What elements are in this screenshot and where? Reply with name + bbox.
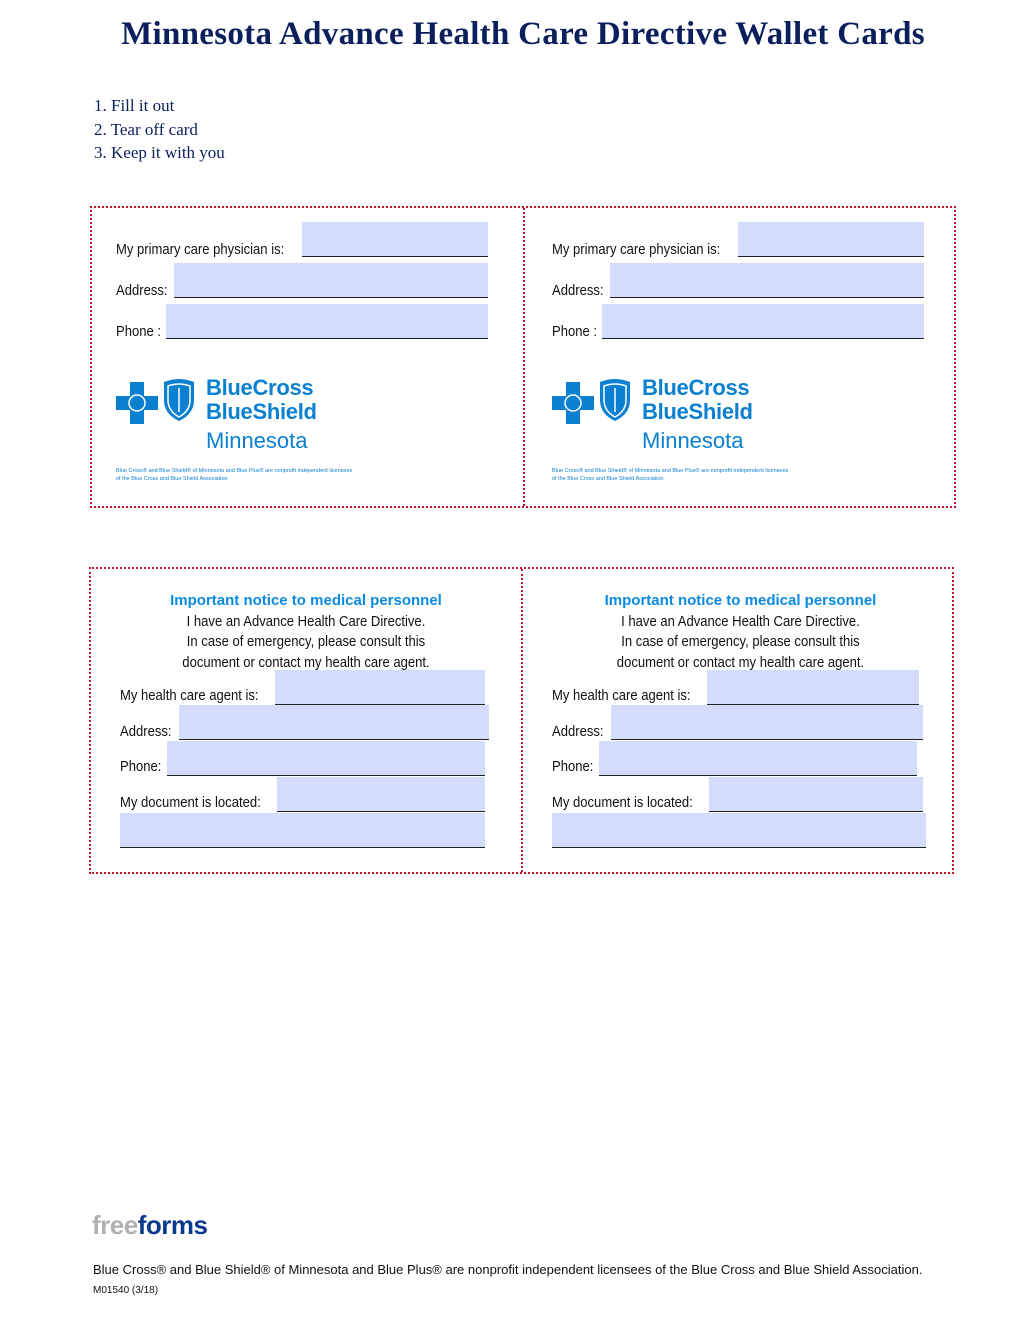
brand-line-2: BlueShield: [206, 399, 317, 424]
brand-line-2: BlueShield: [642, 399, 753, 424]
step-2: 2. Tear off card: [94, 119, 198, 139]
physician-label: My primary care physician is:: [552, 242, 721, 258]
notice: [525, 591, 956, 673]
notice-heading: Important notice to medical personnel: [604, 592, 877, 609]
brand-state: Minnesota: [642, 428, 744, 453]
agent-field[interactable]: [707, 670, 919, 705]
phone-field[interactable]: [602, 304, 924, 339]
notice-line: I have an Advance Health Care Directive.: [621, 613, 860, 630]
freeforms-logo-part2: forms: [137, 1210, 208, 1240]
physician-field[interactable]: [302, 222, 488, 257]
address-label: Address:: [552, 724, 604, 740]
instructions: [94, 94, 225, 165]
phone-label: Phone:: [552, 759, 594, 775]
blue-shield-icon: [598, 378, 632, 422]
location-label: My document is located:: [552, 795, 693, 811]
brand-line-1: BlueCross: [642, 375, 750, 400]
step-3: 3. Keep it with you: [94, 143, 225, 162]
back-card-right: [525, 569, 956, 872]
freeforms-logo-part1: free: [92, 1210, 138, 1240]
back-cards-sheet: [89, 567, 954, 874]
notice-line: document or contact my health care agent.: [182, 654, 430, 671]
notice-line: document or contact my health care agent.: [616, 654, 865, 671]
agent-label: My health care agent is:: [552, 688, 691, 704]
notice: [91, 591, 521, 673]
physician-label: My primary care physician is:: [116, 242, 285, 258]
step-1: 1. Fill it out: [94, 96, 175, 115]
agent-field[interactable]: [275, 670, 485, 705]
address-label: Address:: [552, 283, 604, 299]
front-card-left: [92, 208, 526, 506]
agent-label: My health care agent is:: [120, 688, 259, 704]
tear-line: [521, 569, 523, 872]
brand-line-1: BlueCross: [206, 375, 314, 400]
notice-line: In case of emergency, please consult this: [186, 634, 426, 650]
phone-label: Phone :: [116, 324, 161, 340]
location-field[interactable]: [277, 777, 485, 812]
address-field[interactable]: [611, 705, 923, 740]
brand-name: [642, 376, 753, 424]
front-cards-sheet: [90, 206, 956, 508]
address-label: Address:: [120, 724, 172, 740]
address-field[interactable]: [179, 705, 489, 740]
location-label: My document is located:: [120, 795, 261, 811]
freeforms-logo: [92, 1210, 207, 1241]
page-title: Minnesota Advance Health Care Directive Wallet Cards: [121, 16, 925, 52]
brand-name: [206, 376, 317, 424]
logo-fine-print: Blue Cross® and Blue Shield® of Minnesota and Blue Plus® are nonprofit independent licensees of the Blue Cross and Blue Shield Association: [552, 468, 789, 482]
logo-fine-print: Blue Cross® and Blue Shield® of Minnesota and Blue Plus® are nonprofit independent licensees of the Blue Cross and Blue Shield Association: [116, 468, 353, 482]
footer-disclaimer: Blue Cross® and Blue Shield® of Minnesota and Blue Plus® are nonprofit independent licensees of the Blue Cross and Blue Shield Association.: [93, 1262, 923, 1277]
address-field[interactable]: [174, 263, 488, 298]
back-card-left: [91, 569, 521, 872]
physician-field[interactable]: [738, 222, 924, 257]
notice-line: I have an Advance Health Care Directive.: [186, 613, 426, 630]
notice-line: In case of emergency, please consult this: [621, 634, 860, 650]
front-card-right: [528, 208, 958, 506]
location-field[interactable]: [709, 777, 923, 812]
form-code: M01540 (3/18): [93, 1285, 159, 1296]
location-field-line2[interactable]: [120, 813, 485, 848]
phone-label: Phone:: [120, 759, 162, 775]
phone-field[interactable]: [166, 304, 488, 339]
brand-state: Minnesota: [206, 428, 308, 453]
phone-label: Phone :: [552, 324, 597, 340]
notice-heading: Important notice to medical personnel: [170, 592, 442, 609]
address-field[interactable]: [610, 263, 924, 298]
address-label: Address:: [116, 283, 168, 299]
blue-cross-icon: [116, 382, 158, 424]
location-field-line2[interactable]: [552, 813, 926, 848]
blue-cross-icon: [552, 382, 594, 424]
phone-field[interactable]: [167, 741, 485, 776]
phone-field[interactable]: [599, 741, 917, 776]
blue-shield-icon: [162, 378, 196, 422]
